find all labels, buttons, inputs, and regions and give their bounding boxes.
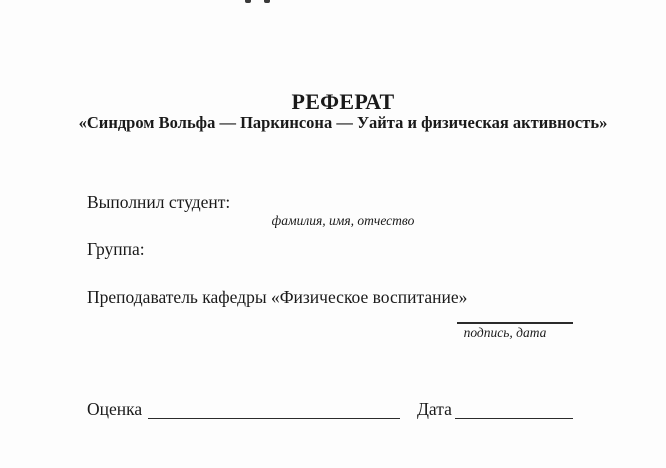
scan-artifact-mark	[245, 0, 251, 3]
group-label: Группа:	[87, 239, 145, 259]
student-label: Выполнил студент:	[87, 192, 231, 212]
signature-line	[457, 322, 573, 324]
date-label: Дата	[417, 399, 452, 419]
grade-blank-line	[148, 418, 400, 419]
student-name-hint: фамилия, имя, отчество	[271, 213, 415, 228]
teacher-label: Преподаватель кафедры «Физическое воспитание»	[87, 287, 468, 307]
grade-label: Оценка	[87, 399, 143, 419]
signature-hint: подпись, дата	[463, 325, 547, 340]
scan-artifact-mark	[264, 0, 270, 3]
document-subtitle: «Синдром Вольфа — Паркинсона — Уайта и физическая активность»	[78, 113, 608, 132]
date-blank-line	[455, 418, 573, 419]
document-title: РЕФЕРАТ	[291, 89, 395, 114]
